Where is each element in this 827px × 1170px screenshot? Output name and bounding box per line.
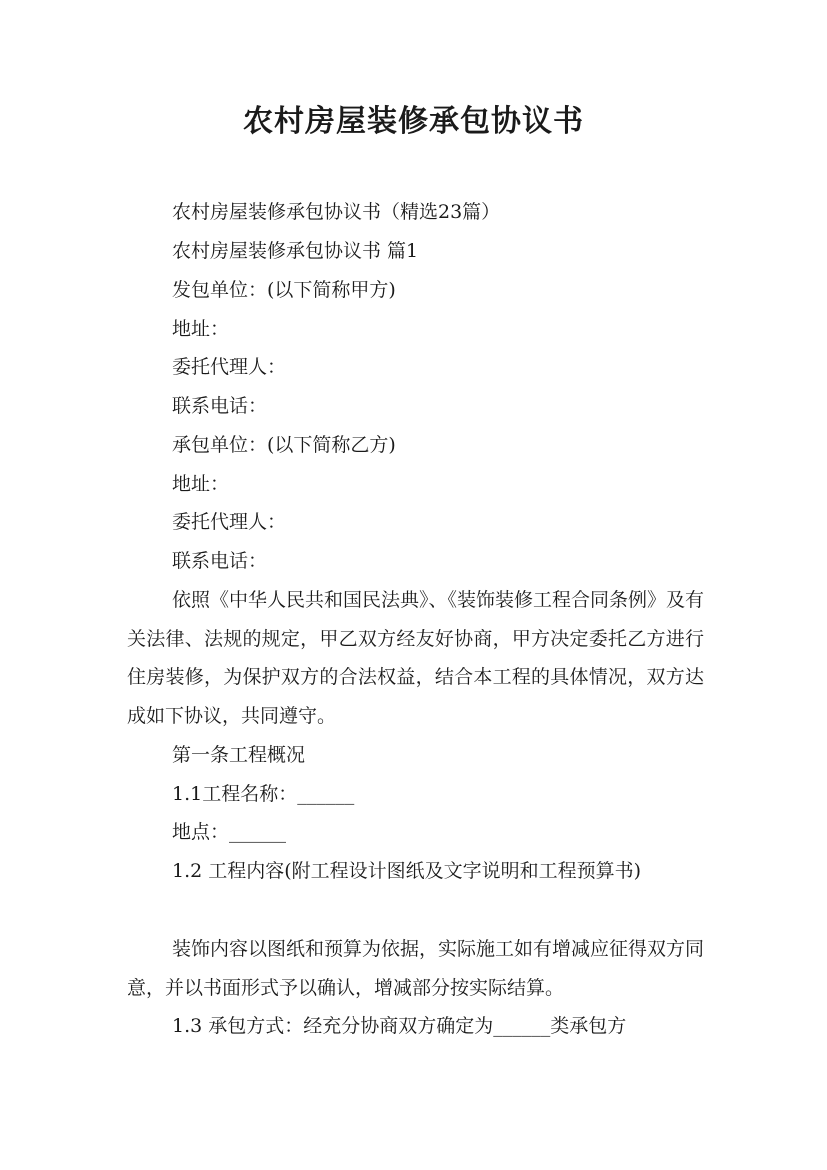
party-a-phone: 联系电话： (172, 395, 268, 417)
party-a-agent: 委托代理人： (172, 356, 287, 378)
party-b-agent: 委托代理人： (172, 511, 287, 533)
decoration-paragraph: 装饰内容以图纸和预算为依据，实际施工如有增减应征得双方同意，并以书面形式予以确认，增减部分按实际结算。 (127, 938, 705, 999)
intro-paragraph: 依照《中华人民共和国民法典》、《装饰装修工程合同条例》及有关法律、法规的规定，甲乙双方经友好协商，甲方决定委托乙方进行住房装修，为保护双方的合法权益，结合本工程的具体情况，双方达成如下协议，共同遵守。 (127, 589, 705, 728)
item-1-1: 1.1工程名称：______ (172, 783, 355, 805)
subtitle-line: 农村房屋装修承包协议书（精选23篇） (172, 201, 501, 223)
document-title: 农村房屋装修承包协议书 (243, 104, 584, 139)
item-1-2-paragraph: 1.2 工程内容(附工程设计图纸及文字说明和工程预算书) (172, 860, 642, 882)
party-b-unit: 承包单位：(以下简称乙方) (172, 434, 396, 456)
article-1-title: 第一条工程概况 (172, 744, 306, 766)
party-b-address: 地址： (172, 473, 230, 495)
party-b-phone: 联系电话： (172, 550, 268, 572)
location-line: 地点：______ (172, 821, 287, 843)
item-1-3: 1.3 承包方式：经充分协商双方确定为______类承包方 (172, 1015, 627, 1037)
section-heading: 农村房屋装修承包协议书 篇1 (172, 240, 419, 262)
party-a-unit: 发包单位：(以下简称甲方) (172, 279, 396, 301)
party-a-address: 地址： (172, 318, 230, 340)
